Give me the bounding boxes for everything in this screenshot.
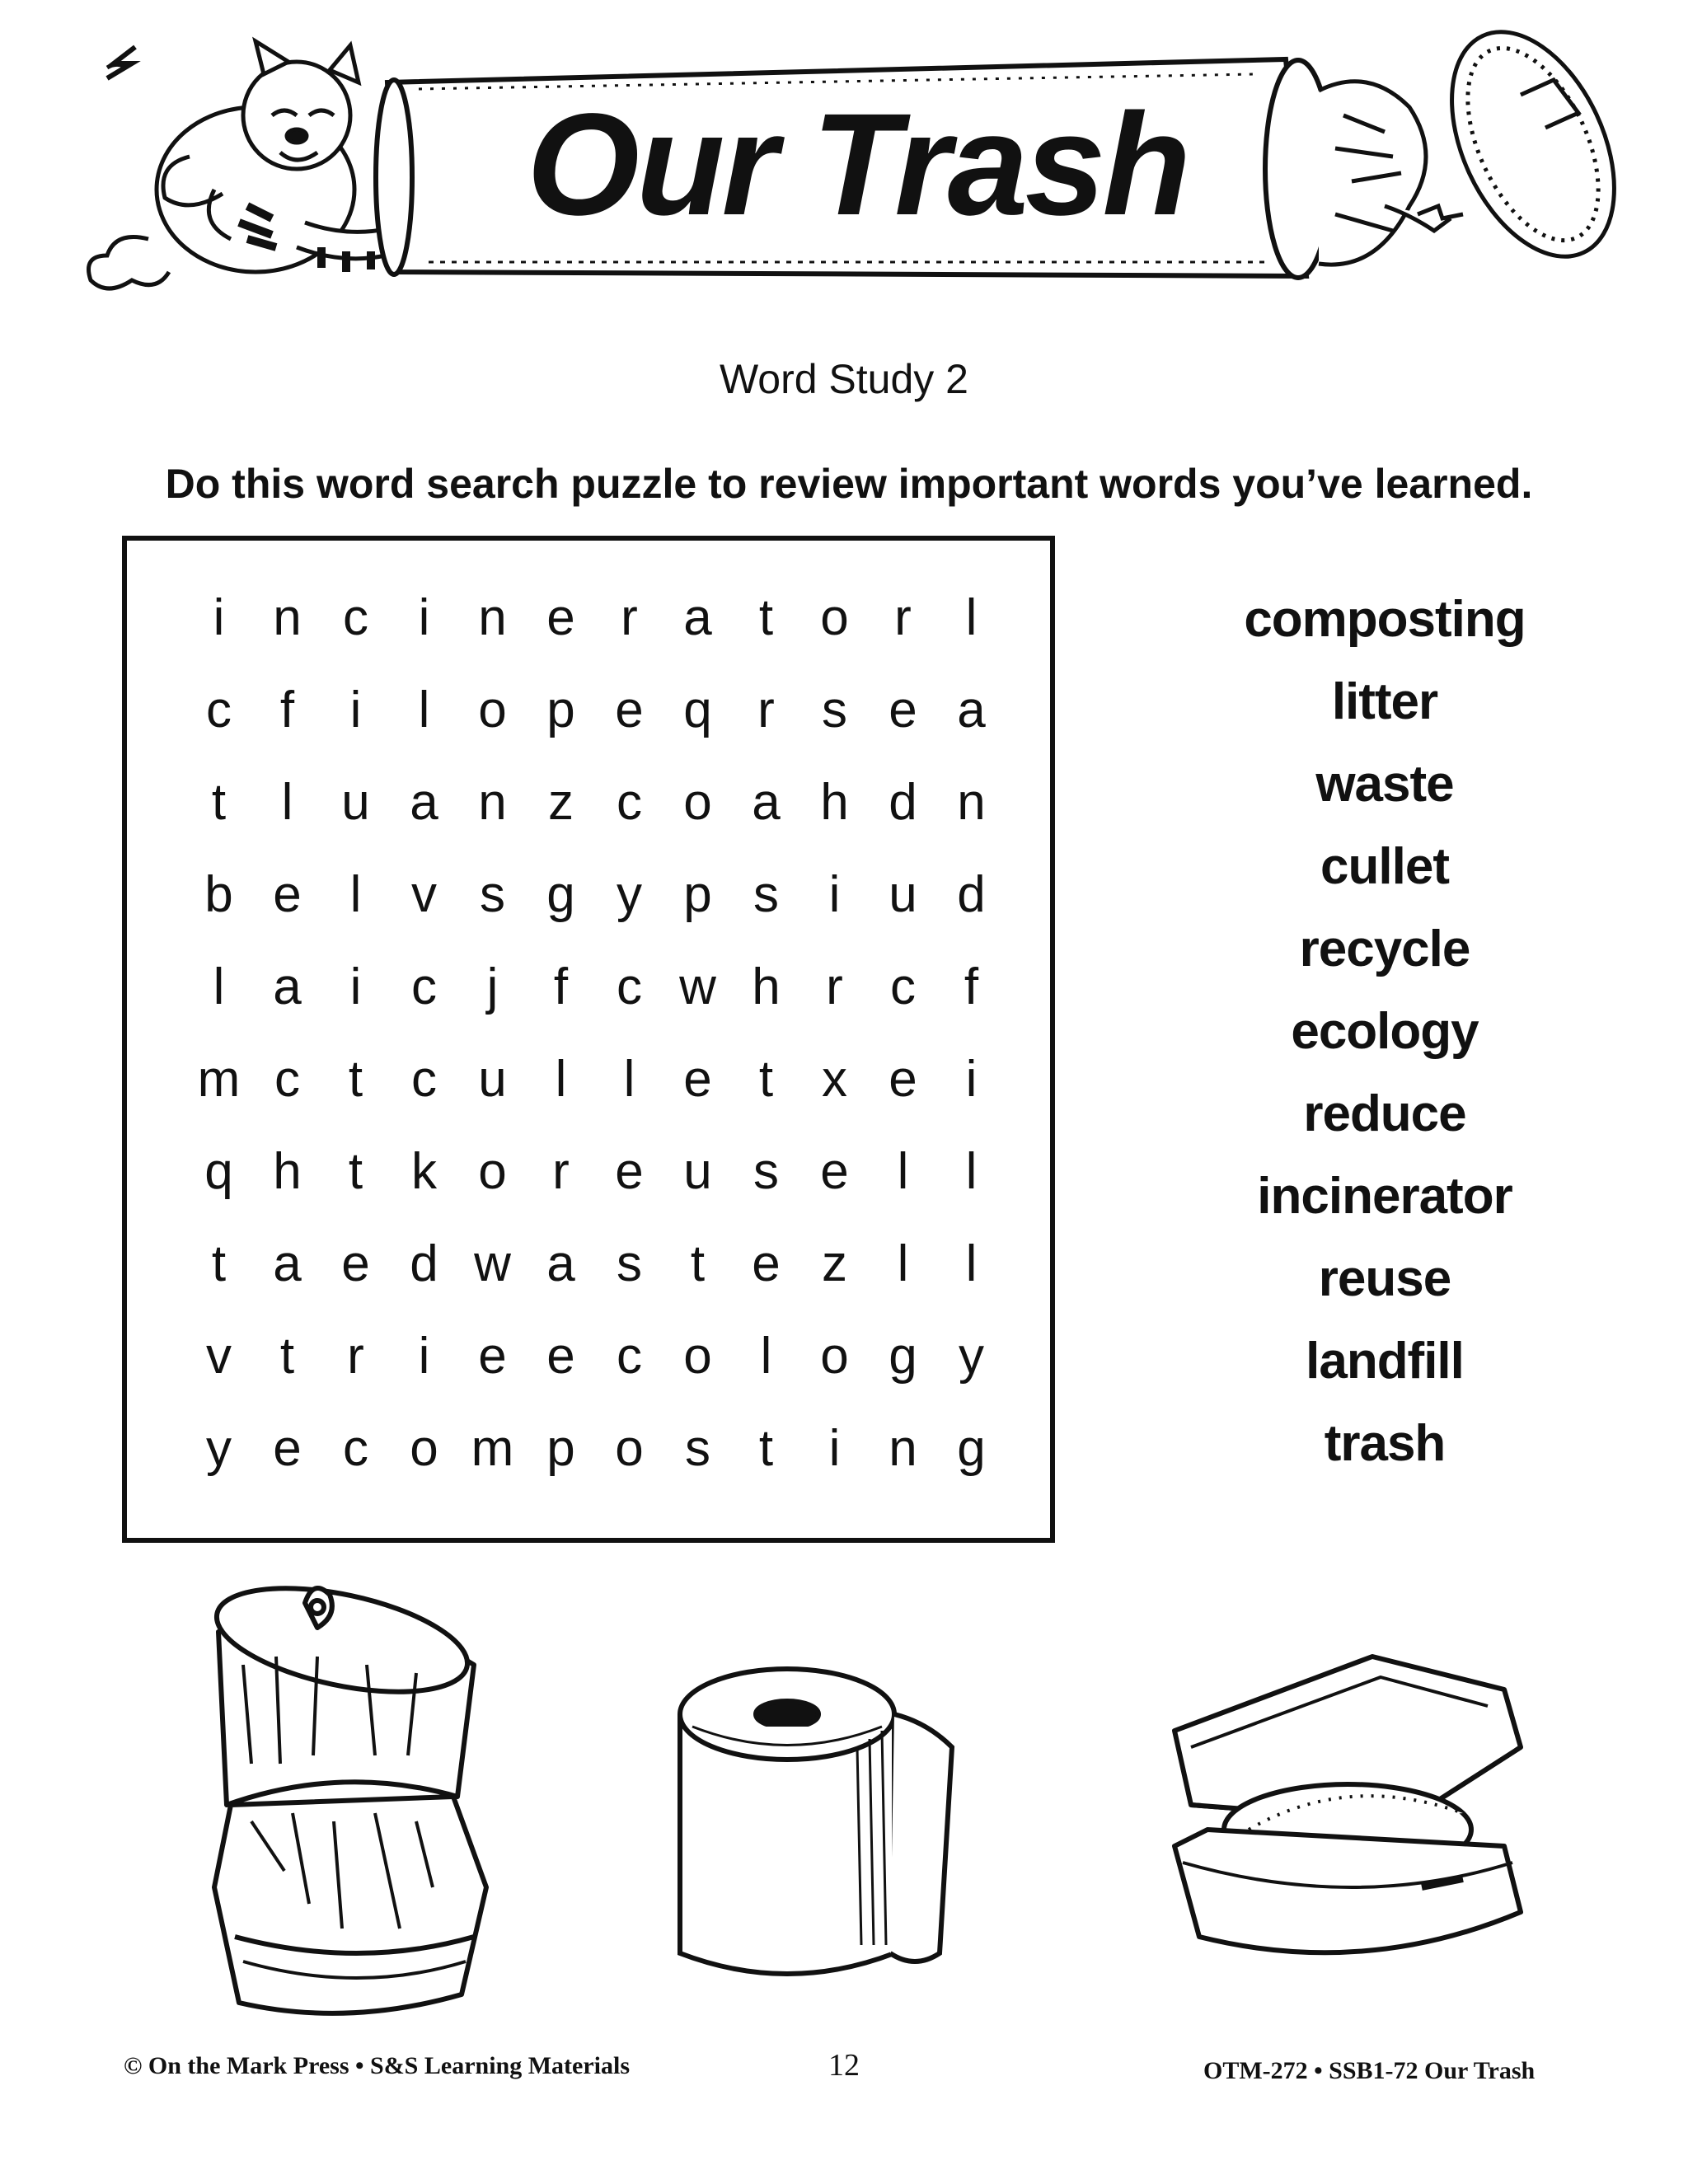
page-title: Our Trash bbox=[527, 84, 1188, 246]
grid-letter: c bbox=[274, 1051, 300, 1108]
grid-letter: l bbox=[623, 1051, 635, 1108]
grid-letter: h bbox=[820, 774, 849, 831]
letter-grid bbox=[185, 572, 1006, 1495]
grid-letter: c bbox=[343, 1420, 368, 1477]
instructions-text: Do this word search puzzle to review important words you’ve learned. bbox=[165, 461, 1533, 507]
grid-letter: y bbox=[206, 1420, 232, 1477]
grid-letter: d bbox=[410, 1235, 438, 1292]
grid-letter: o bbox=[410, 1420, 438, 1477]
grid-letter: f bbox=[279, 682, 295, 738]
grid-letter: o bbox=[478, 1143, 507, 1200]
grid-letter: l bbox=[897, 1235, 909, 1292]
grid-letter: r bbox=[826, 958, 843, 1015]
grid-letter: r bbox=[621, 589, 638, 646]
grid-letter: t bbox=[690, 1235, 706, 1292]
grid-letter: t bbox=[211, 1235, 227, 1292]
grid-letter: t bbox=[348, 1051, 363, 1108]
word-list-item: trash bbox=[1324, 1415, 1446, 1472]
grid-letter: e bbox=[478, 1328, 507, 1385]
grid-letter: p bbox=[683, 866, 712, 923]
food-container-icon bbox=[1158, 1640, 1545, 1970]
grid-letter: v bbox=[411, 866, 437, 923]
grid-letter: l bbox=[965, 1235, 978, 1292]
grid-letter: z bbox=[548, 774, 574, 831]
grid-letter: h bbox=[752, 958, 781, 1015]
grid-letter: s bbox=[753, 1143, 779, 1200]
grid-letter: g bbox=[957, 1420, 986, 1477]
word-list-item: reuse bbox=[1318, 1250, 1451, 1307]
grid-letter: s bbox=[822, 682, 847, 738]
grid-letter: i bbox=[418, 589, 430, 646]
grid-letter: l bbox=[349, 866, 362, 923]
grid-letter: e bbox=[615, 682, 644, 738]
grid-letter: u bbox=[341, 774, 370, 831]
copyright-text: © On the Mark Press • S&S Learning Materials bbox=[124, 2052, 630, 2079]
grid-letter: p bbox=[546, 682, 575, 738]
grid-letter: a bbox=[273, 1235, 302, 1292]
grid-letter: e bbox=[752, 1235, 781, 1292]
grid-letter: e bbox=[889, 682, 917, 738]
grid-letter: o bbox=[820, 589, 849, 646]
grid-letter: g bbox=[546, 866, 575, 923]
grid-letter: y bbox=[959, 1328, 984, 1385]
grid-letter: c bbox=[617, 1328, 642, 1385]
grid-letter: l bbox=[760, 1328, 772, 1385]
grid-letter: l bbox=[418, 682, 430, 738]
grid-letter: i bbox=[828, 1420, 841, 1477]
grid-letter: r bbox=[552, 1143, 570, 1200]
grid-letter: e bbox=[820, 1143, 849, 1200]
grid-letter: c bbox=[411, 1051, 437, 1108]
grid-letter: u bbox=[478, 1051, 507, 1108]
grid-letter: i bbox=[213, 589, 225, 646]
grid-letter: e bbox=[546, 1328, 575, 1385]
word-list-item: composting bbox=[1244, 591, 1526, 648]
word-search-puzzle bbox=[122, 536, 1055, 1543]
grid-letter: d bbox=[957, 866, 986, 923]
grid-letter: n bbox=[957, 774, 986, 831]
grid-letter: n bbox=[273, 589, 302, 646]
grid-letter: s bbox=[685, 1420, 710, 1477]
grid-letter: e bbox=[546, 589, 575, 646]
word-list-item: litter bbox=[1331, 673, 1438, 730]
grid-letter: a bbox=[410, 774, 438, 831]
grid-letter: s bbox=[617, 1235, 642, 1292]
grid-letter: l bbox=[555, 1051, 567, 1108]
word-list-item: landfill bbox=[1306, 1333, 1464, 1390]
grid-letter: e bbox=[683, 1051, 712, 1108]
word-list-item: cullet bbox=[1320, 838, 1449, 895]
grid-letter: s bbox=[480, 866, 505, 923]
grid-letter: g bbox=[889, 1328, 917, 1385]
grid-letter: k bbox=[411, 1143, 437, 1200]
grid-letter: u bbox=[889, 866, 917, 923]
grid-letter: o bbox=[820, 1328, 849, 1385]
grid-letter: h bbox=[273, 1143, 302, 1200]
grid-letter: b bbox=[204, 866, 233, 923]
grid-letter: l bbox=[965, 589, 978, 646]
grid-letter: c bbox=[206, 682, 232, 738]
grid-letter: s bbox=[753, 866, 779, 923]
grid-letter: e bbox=[273, 1420, 302, 1477]
section-subtitle: Word Study 2 bbox=[719, 356, 968, 402]
grid-letter: l bbox=[281, 774, 293, 831]
grid-letter: l bbox=[897, 1143, 909, 1200]
grid-letter: t bbox=[758, 589, 774, 646]
grid-letter: m bbox=[197, 1051, 241, 1108]
grid-letter: x bbox=[822, 1051, 847, 1108]
grid-letter: w bbox=[474, 1235, 511, 1292]
grid-letter: i bbox=[349, 682, 362, 738]
grid-letter: i bbox=[418, 1328, 430, 1385]
grid-letter: r bbox=[894, 589, 912, 646]
grid-letter: z bbox=[822, 1235, 847, 1292]
grid-letter: a bbox=[546, 1235, 575, 1292]
grid-letter: t bbox=[211, 774, 227, 831]
trash-spill-icon bbox=[1319, 7, 1647, 283]
grid-letter: i bbox=[349, 958, 362, 1015]
grid-letter: q bbox=[683, 682, 712, 738]
grid-letter: t bbox=[279, 1328, 295, 1385]
grid-letter: c bbox=[617, 958, 642, 1015]
word-list-item: recycle bbox=[1299, 921, 1470, 977]
grid-letter: r bbox=[347, 1328, 364, 1385]
grid-letter: u bbox=[683, 1143, 712, 1200]
grid-letter: t bbox=[348, 1143, 363, 1200]
grid-letter: e bbox=[889, 1051, 917, 1108]
grid-letter: p bbox=[546, 1420, 575, 1477]
grid-letter: a bbox=[683, 589, 712, 646]
grid-letter: q bbox=[204, 1143, 233, 1200]
grid-letter: c bbox=[617, 774, 642, 831]
paper-towel-roll-icon bbox=[668, 1648, 973, 1994]
grid-letter: l bbox=[965, 1143, 978, 1200]
grid-letter: i bbox=[965, 1051, 978, 1108]
page-number: 12 bbox=[828, 2048, 860, 2083]
word-list-item: waste bbox=[1315, 756, 1454, 813]
grid-letter: j bbox=[486, 958, 499, 1015]
grid-letter: t bbox=[758, 1051, 774, 1108]
word-list-item: incinerator bbox=[1257, 1168, 1512, 1225]
grid-letter: l bbox=[213, 958, 225, 1015]
grid-letter: t bbox=[758, 1420, 774, 1477]
grid-letter: f bbox=[964, 958, 979, 1015]
grid-letter: d bbox=[889, 774, 917, 831]
grid-letter: n bbox=[478, 774, 507, 831]
grid-letter: o bbox=[683, 774, 712, 831]
grid-letter: c bbox=[890, 958, 916, 1015]
grid-letter: a bbox=[957, 682, 986, 738]
grid-letter: w bbox=[679, 958, 716, 1015]
grid-letter: i bbox=[828, 866, 841, 923]
grid-letter: a bbox=[273, 958, 302, 1015]
crushed-can-icon bbox=[185, 1566, 515, 2036]
word-list-item: reduce bbox=[1303, 1085, 1466, 1142]
grid-letter: n bbox=[478, 589, 507, 646]
header-banner bbox=[0, 0, 1688, 313]
catalog-number: OTM-272 • SSB1-72 Our Trash bbox=[1203, 2057, 1536, 2084]
grid-letter: c bbox=[343, 589, 368, 646]
grid-letter: c bbox=[411, 958, 437, 1015]
grid-letter: o bbox=[683, 1328, 712, 1385]
grid-letter: a bbox=[752, 774, 781, 831]
grid-letter: e bbox=[615, 1143, 644, 1200]
grid-letter: o bbox=[615, 1420, 644, 1477]
grid-letter: y bbox=[617, 866, 642, 923]
grid-letter: n bbox=[889, 1420, 917, 1477]
grid-letter: e bbox=[273, 866, 302, 923]
word-list bbox=[1179, 579, 1591, 1485]
word-list-item: ecology bbox=[1291, 1003, 1479, 1060]
grid-letter: v bbox=[206, 1328, 232, 1385]
grid-letter: r bbox=[757, 682, 775, 738]
grid-letter: m bbox=[471, 1420, 514, 1477]
grid-letter: o bbox=[478, 682, 507, 738]
grid-letter: e bbox=[341, 1235, 370, 1292]
grid-letter: f bbox=[553, 958, 569, 1015]
